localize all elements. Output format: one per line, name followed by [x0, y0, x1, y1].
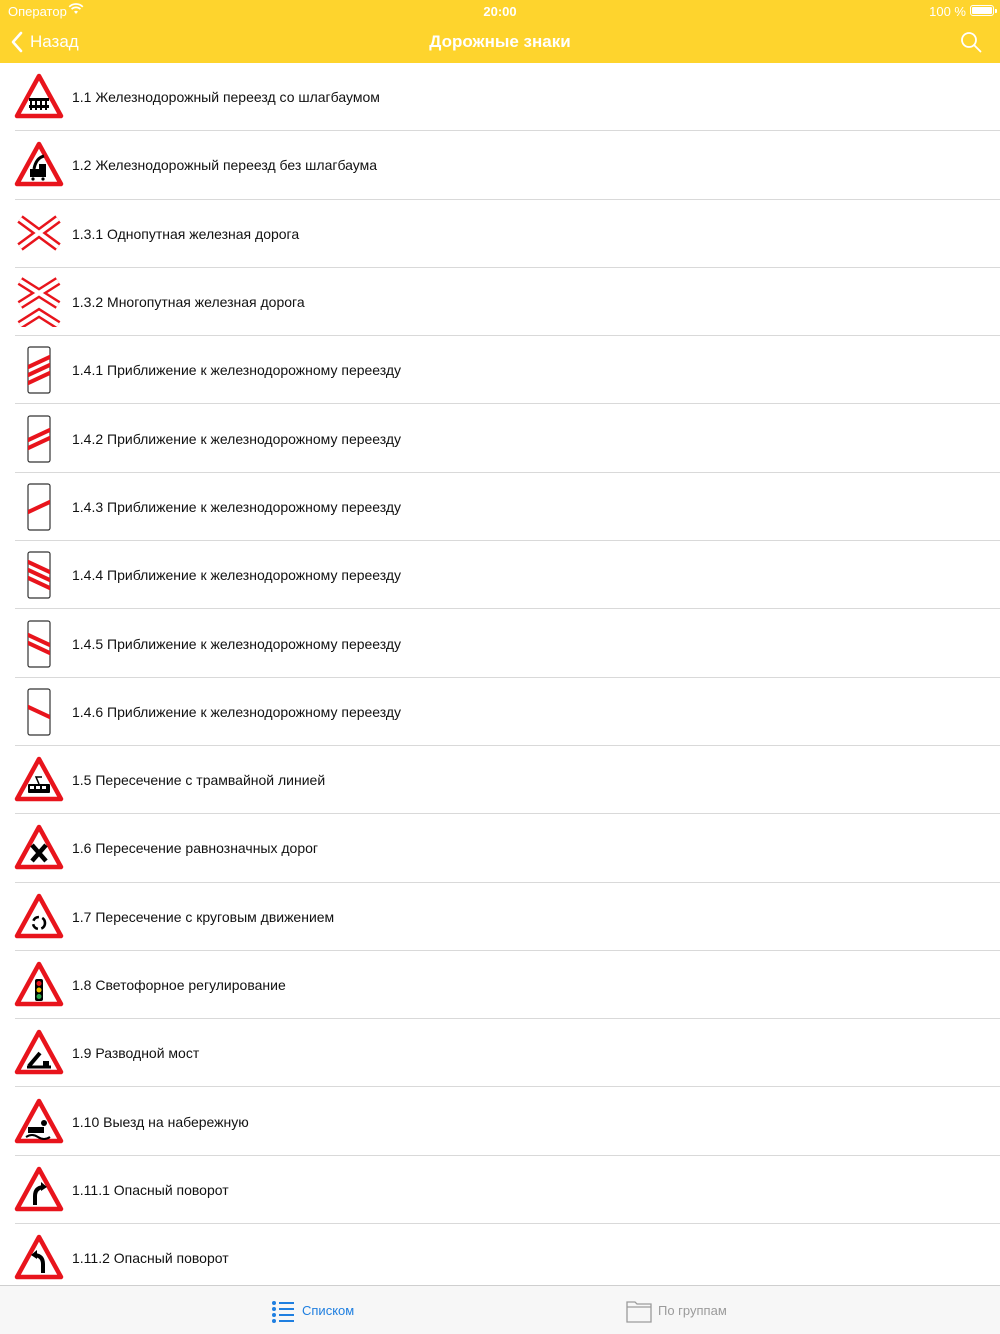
- navigation-header: [0, 0, 1000, 63]
- list-item[interactable]: [0, 609, 1000, 677]
- battery-icon: [970, 5, 994, 16]
- list-item-label: 1.4.6 Приближение к железнодорожному переезду: [72, 703, 402, 720]
- dangerous-turn-left-icon: [14, 1233, 64, 1283]
- list-item[interactable]: [0, 814, 1000, 882]
- back-button-label: Назад: [30, 32, 79, 51]
- list-item[interactable]: [0, 1087, 1000, 1155]
- list-item[interactable]: [0, 473, 1000, 541]
- list-item-label: 1.8 Светофорное регулирование: [72, 977, 286, 993]
- folder-icon: [626, 1298, 652, 1324]
- carrier-label: Оператор: [8, 4, 67, 19]
- approach-2-stripes-right-icon: [14, 619, 64, 669]
- tram-crossing-icon: [14, 755, 64, 805]
- status-bar: [0, 0, 1000, 22]
- list-item[interactable]: [0, 336, 1000, 404]
- list-item[interactable]: [0, 541, 1000, 609]
- list-item-label: 1.4.4 Приближение к железнодорожному переезду: [72, 567, 402, 584]
- tab-bar: [0, 1285, 1000, 1334]
- road-sign-list[interactable]: [0, 63, 1000, 1285]
- tab-groups[interactable]: [626, 1286, 727, 1334]
- page-title: Дорожные знаки: [429, 32, 571, 51]
- list-item[interactable]: [0, 404, 1000, 472]
- tab-groups-label: По группам: [658, 1303, 727, 1318]
- list-item[interactable]: [0, 883, 1000, 951]
- list-item-label: 1.4.1 Приближение к железнодорожному переезду: [72, 362, 402, 379]
- battery-percentage: 100 %: [929, 4, 966, 19]
- railway-crossing-locomotive-icon: [14, 140, 64, 190]
- list-item-label: 1.10 Выезд на набережную: [72, 1113, 249, 1130]
- list-item-label: 1.4.3 Приближение к железнодорожному переезду: [72, 498, 402, 515]
- list-item[interactable]: [0, 200, 1000, 268]
- dangerous-turn-right-icon: [14, 1165, 64, 1215]
- railway-crossing-barrier-icon: [14, 72, 64, 122]
- list-item-label: 1.7 Пересечение с круговым движением: [72, 908, 335, 925]
- approach-3-stripes-right-icon: [14, 550, 64, 600]
- list-item[interactable]: [0, 1156, 1000, 1224]
- list-item[interactable]: [0, 268, 1000, 336]
- list-item-label: 1.2 Железнодорожный переезд без шлагбаума: [72, 157, 378, 174]
- equal-roads-crossing-icon: [14, 823, 64, 873]
- list-item-label: 1.1 Железнодорожный переезд со шлагбаумом: [72, 89, 380, 106]
- tab-list-label: Списком: [302, 1303, 355, 1318]
- approach-1-stripe-icon: [14, 482, 64, 532]
- list-item[interactable]: [0, 746, 1000, 814]
- list-item[interactable]: [0, 1019, 1000, 1087]
- traffic-light-icon: [14, 960, 64, 1010]
- list-item-label: 1.11.1 Опасный поворот: [72, 1181, 229, 1198]
- list-item-label: 1.4.2 Приближение к железнодорожному переезду: [72, 430, 402, 447]
- list-item-label: 1.5 Пересечение с трамвайной линией: [72, 772, 326, 789]
- list-item[interactable]: [0, 951, 1000, 1019]
- tab-list[interactable]: [270, 1286, 354, 1334]
- list-item-label: 1.6 Пересечение равнозначных дорог: [72, 840, 319, 857]
- list-item-label: 1.11.2 Опасный поворот: [72, 1250, 229, 1267]
- nav-bar: [0, 22, 1000, 63]
- roundabout-icon: [14, 892, 64, 942]
- list-item[interactable]: [0, 131, 1000, 199]
- single-track-cross-icon: [14, 209, 64, 259]
- list-item[interactable]: [0, 1224, 1000, 1285]
- multi-track-cross-icon: [14, 277, 64, 327]
- clock: 20:00: [483, 4, 517, 19]
- search-icon[interactable]: [960, 31, 982, 53]
- list-item-label: 1.3.2 Многопутная железная дорога: [72, 294, 305, 311]
- list-item[interactable]: [0, 678, 1000, 746]
- list-item-label: 1.4.5 Приближение к железнодорожному переезду: [72, 635, 402, 652]
- list-item[interactable]: [0, 63, 1000, 131]
- approach-3-stripes-icon: [14, 345, 64, 395]
- list-icon: [270, 1298, 296, 1324]
- embankment-exit-icon: [14, 1097, 64, 1147]
- list-item-label: 1.9 Разводной мост: [72, 1045, 200, 1062]
- approach-2-stripes-icon: [14, 414, 64, 464]
- approach-1-stripe-right-icon: [14, 687, 64, 737]
- drawbridge-icon: [14, 1028, 64, 1078]
- list-item-label: 1.3.1 Однопутная железная дорога: [72, 225, 300, 242]
